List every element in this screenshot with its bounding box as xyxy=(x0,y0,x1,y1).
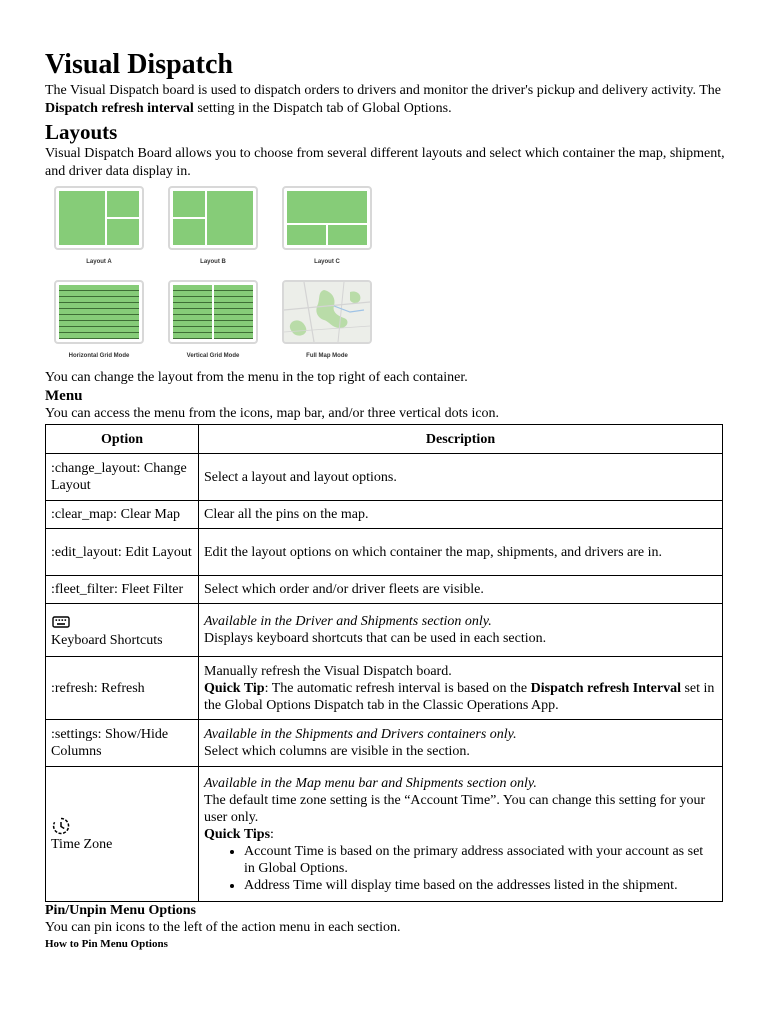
description-cell xyxy=(199,657,723,720)
list-item: • Address Time will display time based on the addresses listed in the shipment. xyxy=(244,877,717,894)
description-text: Manually refresh the Visual Dispatch board. xyxy=(204,663,452,679)
layout-caption: Full Map Mode xyxy=(306,353,348,359)
layout-change-text: You can change the layout from the menu in the top right of each container. xyxy=(45,370,468,385)
layout-caption: Layout A xyxy=(86,259,112,265)
pin-paragraph: You can pin icons to the left of the action menu in each section. xyxy=(45,920,401,935)
availability-note: Available in the Map menu bar and Shipments section only. xyxy=(204,775,537,791)
layout-caption: Vertical Grid Mode xyxy=(186,353,240,359)
layout-caption: Layout C xyxy=(314,259,340,265)
layout-caption: Layout B xyxy=(200,259,226,265)
table-row xyxy=(46,576,723,604)
option-cell: :edit_layout: Edit Layout xyxy=(46,529,199,576)
layouts-paragraph: Visual Dispatch Board allows you to choose from several different layouts and select which container the map, shipment, and driver data display in. xyxy=(45,146,725,179)
description-text: Select which columns are visible in the section. xyxy=(204,744,470,759)
description-cell xyxy=(199,720,723,767)
option-cell: :refresh: Refresh xyxy=(46,657,199,720)
intro-paragraph xyxy=(45,82,725,118)
quick-tip-text: : The automatic refresh interval is based on the xyxy=(264,680,531,696)
description-cell: Clear all the pins on the map. xyxy=(199,501,723,529)
option-label: Time Zone xyxy=(51,836,113,852)
quick-tips-label: Quick Tips xyxy=(204,826,271,842)
intro-text-1: The Visual Dispatch board is used to dispatch orders to drivers and monitor the driver's pickup and delivery activity. The xyxy=(45,83,721,98)
clock-icon xyxy=(51,816,71,836)
table-row xyxy=(46,604,723,657)
description-text: The default time zone setting is the “Account Time”. You can change this setting for your user only. xyxy=(204,792,706,825)
quick-tip-text: set in the Global Options Dispatch tab in the Classic Operations App. xyxy=(204,680,715,713)
description-cell: Select which order and/or driver fleets are visible. xyxy=(199,576,723,604)
option-cell: :change_layout: Change Layout xyxy=(46,454,199,501)
column-header-description: Description xyxy=(199,425,723,454)
option-cell: :clear_map: Clear Map xyxy=(46,501,199,529)
how-to-pin-heading: How to Pin Menu Options xyxy=(45,938,168,950)
option-cell xyxy=(46,767,199,902)
layouts-heading: Layouts xyxy=(45,120,118,144)
option-cell: :settings: Show/Hide Columns xyxy=(46,720,199,767)
table-row xyxy=(46,529,723,576)
keyboard-icon xyxy=(51,612,71,632)
menu-paragraph: You can access the menu from the icons, map bar, and/or three vertical dots icon. xyxy=(45,406,500,421)
table-row xyxy=(46,501,723,529)
availability-note: Available in the Shipments and Drivers containers only. xyxy=(204,727,517,742)
map-icon xyxy=(284,282,370,342)
quick-tip xyxy=(204,680,717,714)
list-item: • Account Time is based on the primary address associated with your account as set in Global Options. xyxy=(244,843,717,877)
table-row xyxy=(46,767,723,902)
description-text: Displays keyboard shortcuts that can be used in each section. xyxy=(204,631,547,646)
quick-tips-colon: : xyxy=(270,826,274,842)
description-cell xyxy=(199,604,723,657)
table-row xyxy=(46,720,723,767)
quick-tips xyxy=(204,826,717,843)
option-cell xyxy=(46,604,199,657)
intro-bold: Dispatch refresh interval xyxy=(45,101,194,116)
menu-options-table xyxy=(45,424,723,902)
availability-note: Available in the Driver and Shipments section only. xyxy=(204,614,492,629)
description-cell: Edit the layout options on which container the map, shipments, and drivers are in. xyxy=(199,529,723,576)
menu-heading: Menu xyxy=(45,388,83,404)
quick-tip-label: Quick Tip xyxy=(204,680,265,696)
option-cell: :fleet_filter: Fleet Filter xyxy=(46,576,199,604)
description-cell xyxy=(199,767,723,902)
quick-tip-bold: Dispatch refresh Interval xyxy=(530,680,681,696)
table-row xyxy=(46,454,723,501)
intro-text-2: setting in the Dispatch tab of Global Options. xyxy=(193,101,452,116)
table-header-row xyxy=(46,425,723,454)
table-row xyxy=(46,657,723,720)
layouts-figure xyxy=(45,182,367,364)
quick-tips-list xyxy=(204,843,717,894)
description-cell: Select a layout and layout options. xyxy=(199,454,723,501)
layout-caption: Horizontal Grid Mode xyxy=(68,353,130,359)
page-title: Visual Dispatch xyxy=(45,49,234,80)
pin-heading: Pin/Unpin Menu Options xyxy=(45,903,196,918)
column-header-option: Option xyxy=(46,425,199,454)
option-label: Keyboard Shortcuts xyxy=(51,632,163,648)
